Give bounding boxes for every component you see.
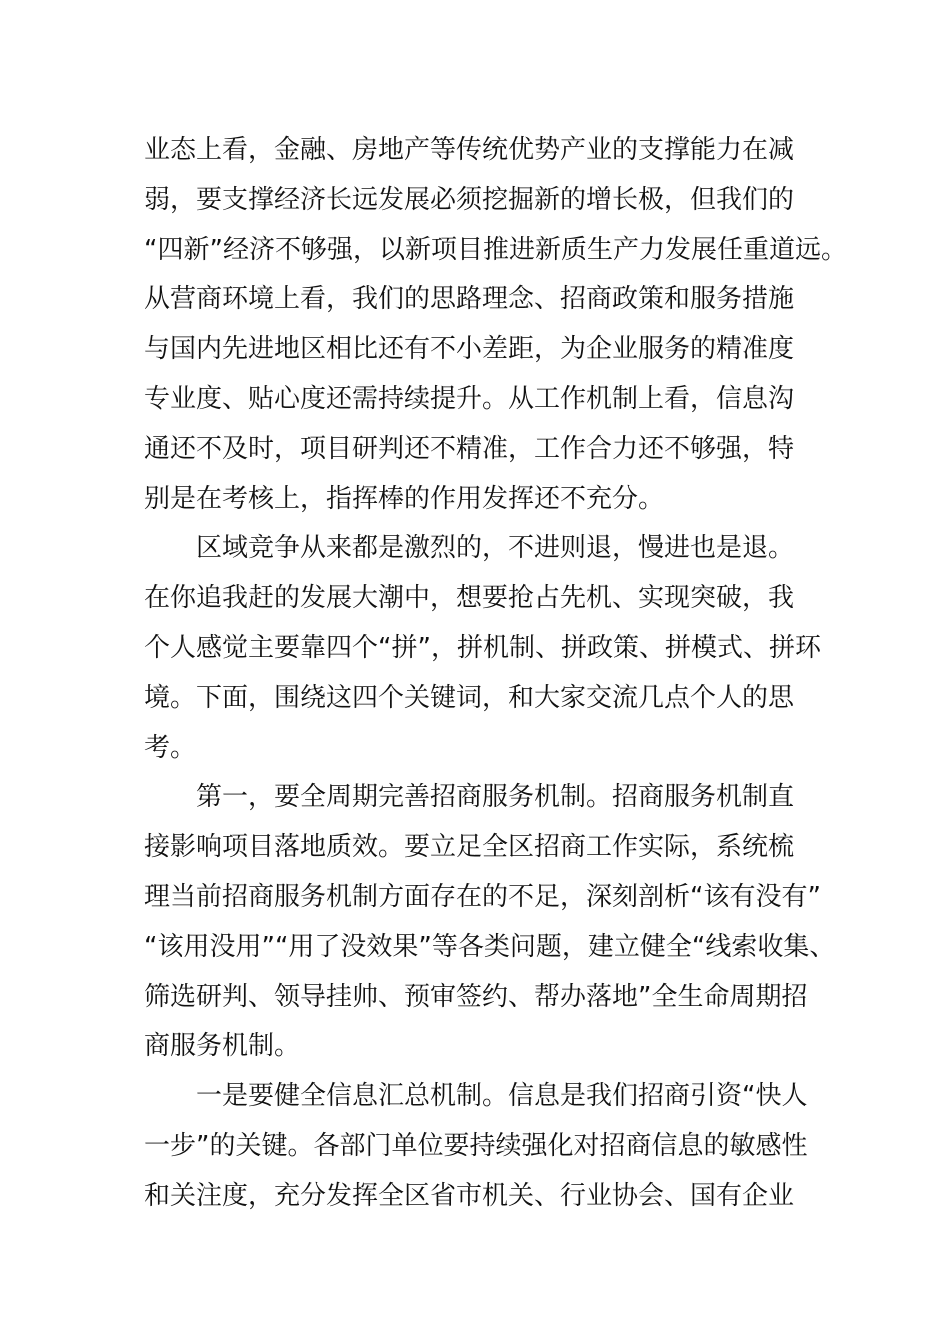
text-line: “该用没用”“用了没效果”等各类问题，建立健全“线索收集、 [144,931,836,962]
text-line: 在你追我赶的发展大潮中，想要抢占先机、实现突破，我 [144,583,795,614]
text-line: 接影响项目落地质效。要立足全区招商工作实际，系统梳 [144,832,795,863]
text-line: 别是在考核上，指挥棒的作用发挥还不充分。 [144,483,665,514]
text-line: 一是要健全信息汇总机制。信息是我们招商引资“快人 [196,1081,808,1112]
text-line: 个人感觉主要靠四个“拼”，拼机制、拼政策、拼模式、拼环 [144,632,821,663]
document-body [144,126,847,1222]
text-line: 考。 [144,732,197,763]
text-line: 与国内先进地区相比还有不小差距，为企业服务的精准度 [144,334,795,365]
text-line: 通还不及时，项目研判还不精准，工作合力还不够强，特 [144,433,795,464]
text-line: 境。下面，围绕这四个关键词，和大家交流几点个人的思 [144,682,795,713]
text-line: 商服务机制。 [144,1031,301,1062]
text-line: 从营商环境上看，我们的思路理念、招商政策和服务措施 [144,284,795,315]
text-line: 和关注度，充分发挥全区省市机关、行业协会、国有企业 [144,1180,795,1211]
text-line: 区域竞争从来都是激烈的，不进则退，慢进也是退。 [196,533,795,564]
text-line: 一步”的关键。各部门单位要持续强化对招商信息的敏感性 [144,1130,808,1161]
text-line: 弱，要支撑经济长远发展必须挖掘新的增长极，但我们的 [144,184,795,215]
text-line: “四新”经济不够强，以新项目推进新质生产力发展任重道远。 [144,234,847,265]
text-line: 筛选研判、领导挂帅、预审签约、帮办落地”全生命周期招 [144,981,808,1012]
text-line: 业态上看，金融、房地产等传统优势产业的支撑能力在减 [144,135,795,165]
text-line: 专业度、贴心度还需持续提升。从工作机制上看，信息沟 [144,383,795,414]
text-line: 理当前招商服务机制方面存在的不足，深刻剖析“该有没有” [144,881,821,912]
text-line: 第一，要全周期完善招商服务机制。招商服务机制直 [196,782,795,813]
